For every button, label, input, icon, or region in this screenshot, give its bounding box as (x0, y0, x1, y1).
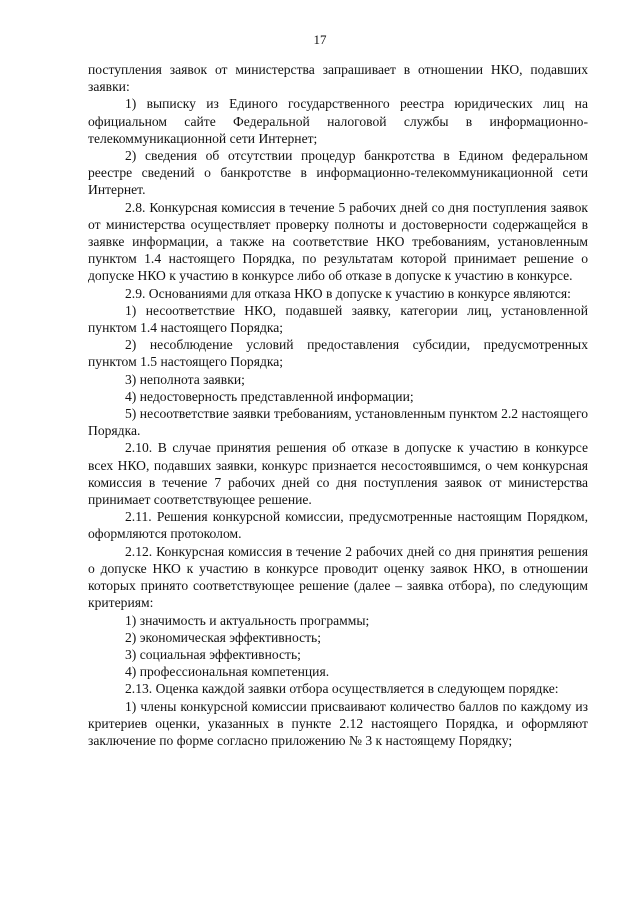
paragraph-2-13-item-1: 1) члены конкурсной комиссии присваивают количество баллов по каждому из критериев оценки, указанных в пункте 2.12 настоящего Порядка, и оформляют заключение по форме согласно приложению № 3 к настоящему Порядку; (88, 698, 588, 748)
paragraph-2-8: 2.8. Конкурсная комиссия в течение 5 рабочих дней со дня поступления заявок от министерства осуществляет проверку полноты и достоверности содержащейся в заявке информации, а также на соответствие НКО требованиям, установленным пунктом 1.4 настоящего Порядка, по результатам которой принимает решение о допуске НКО к участию в конкурсе либо об отказе в допуске к участию в конкурсе. (88, 199, 588, 284)
paragraph-2-9-item-2: 2) несоблюдение условий предоставления субсидии, предусмотренных пунктом 1.5 настоящего Порядка; (88, 337, 588, 370)
paragraph-continuation: поступления заявок от министерства запрашивает в отношении НКО, подавших заявки: (88, 62, 588, 95)
paragraph-2-13: 2.13. Оценка каждой заявки отбора осуществляется в следующем порядке: (125, 681, 559, 697)
paragraph-2-12: 2.12. Конкурсная комиссия в течение 2 рабочих дней со дня принятия решения о допуске НКО к участию в конкурсе проводит оценку заявок НКО, в отношении которых принято соответствующее решение (далее – заявка отбора), по следующим критериям: (88, 543, 588, 611)
paragraph-2-10: 2.10. В случае принятия решения об отказе в допуске к участию в конкурсе всех НКО, подавших заявки, конкурс признается несостоявшимся, о чем конкурсная комиссия в течение 7 рабочих дней со дня поступления заявок от министерства принимает соответствующее решение. (88, 440, 588, 508)
paragraph-2-9-item-3: 3) неполнота заявки; (125, 371, 245, 387)
document-body (88, 61, 588, 749)
paragraph-2-12-item-2: 2) экономическая эффективность; (125, 629, 322, 645)
paragraph-2-9: 2.9. Основаниями для отказа НКО в допуске к участию в конкурсе являются: (125, 285, 571, 301)
paragraph-2-12-item-3: 3) социальная эффективность; (125, 646, 301, 662)
paragraph-item-2-bankruptcy: 2) сведения об отсутствии процедур банкротства в Едином федеральном реестре сведений о банкротстве в информационно-телекоммуникационной сети Интернет. (88, 148, 588, 198)
paragraph-item-1-extract: 1) выписку из Единого государственного реестра юридических лиц на официальном сайте Федеральной налоговой службы в информационно-телекоммуникационной сети Интернет; (88, 96, 588, 146)
paragraph-2-12-item-1: 1) значимость и актуальность программы; (125, 612, 370, 628)
paragraph-2-9-item-4: 4) недостоверность представленной информации; (125, 388, 414, 404)
page-number: 17 (313, 32, 327, 47)
paragraph-2-9-item-5: 5) несоответствие заявки требованиям, установленным пунктом 2.2 настоящего Порядка. (88, 406, 588, 439)
paragraph-2-9-item-1: 1) несоответствие НКО, подавшей заявку, категории лиц, установленной пунктом 1.4 настоящего Порядка; (88, 302, 588, 336)
paragraph-2-11: 2.11. Решения конкурсной комиссии, предусмотренные настоящим Порядком, оформляются протоколом. (88, 509, 588, 542)
paragraph-2-12-item-4: 4) профессиональная компетенция. (125, 664, 330, 680)
